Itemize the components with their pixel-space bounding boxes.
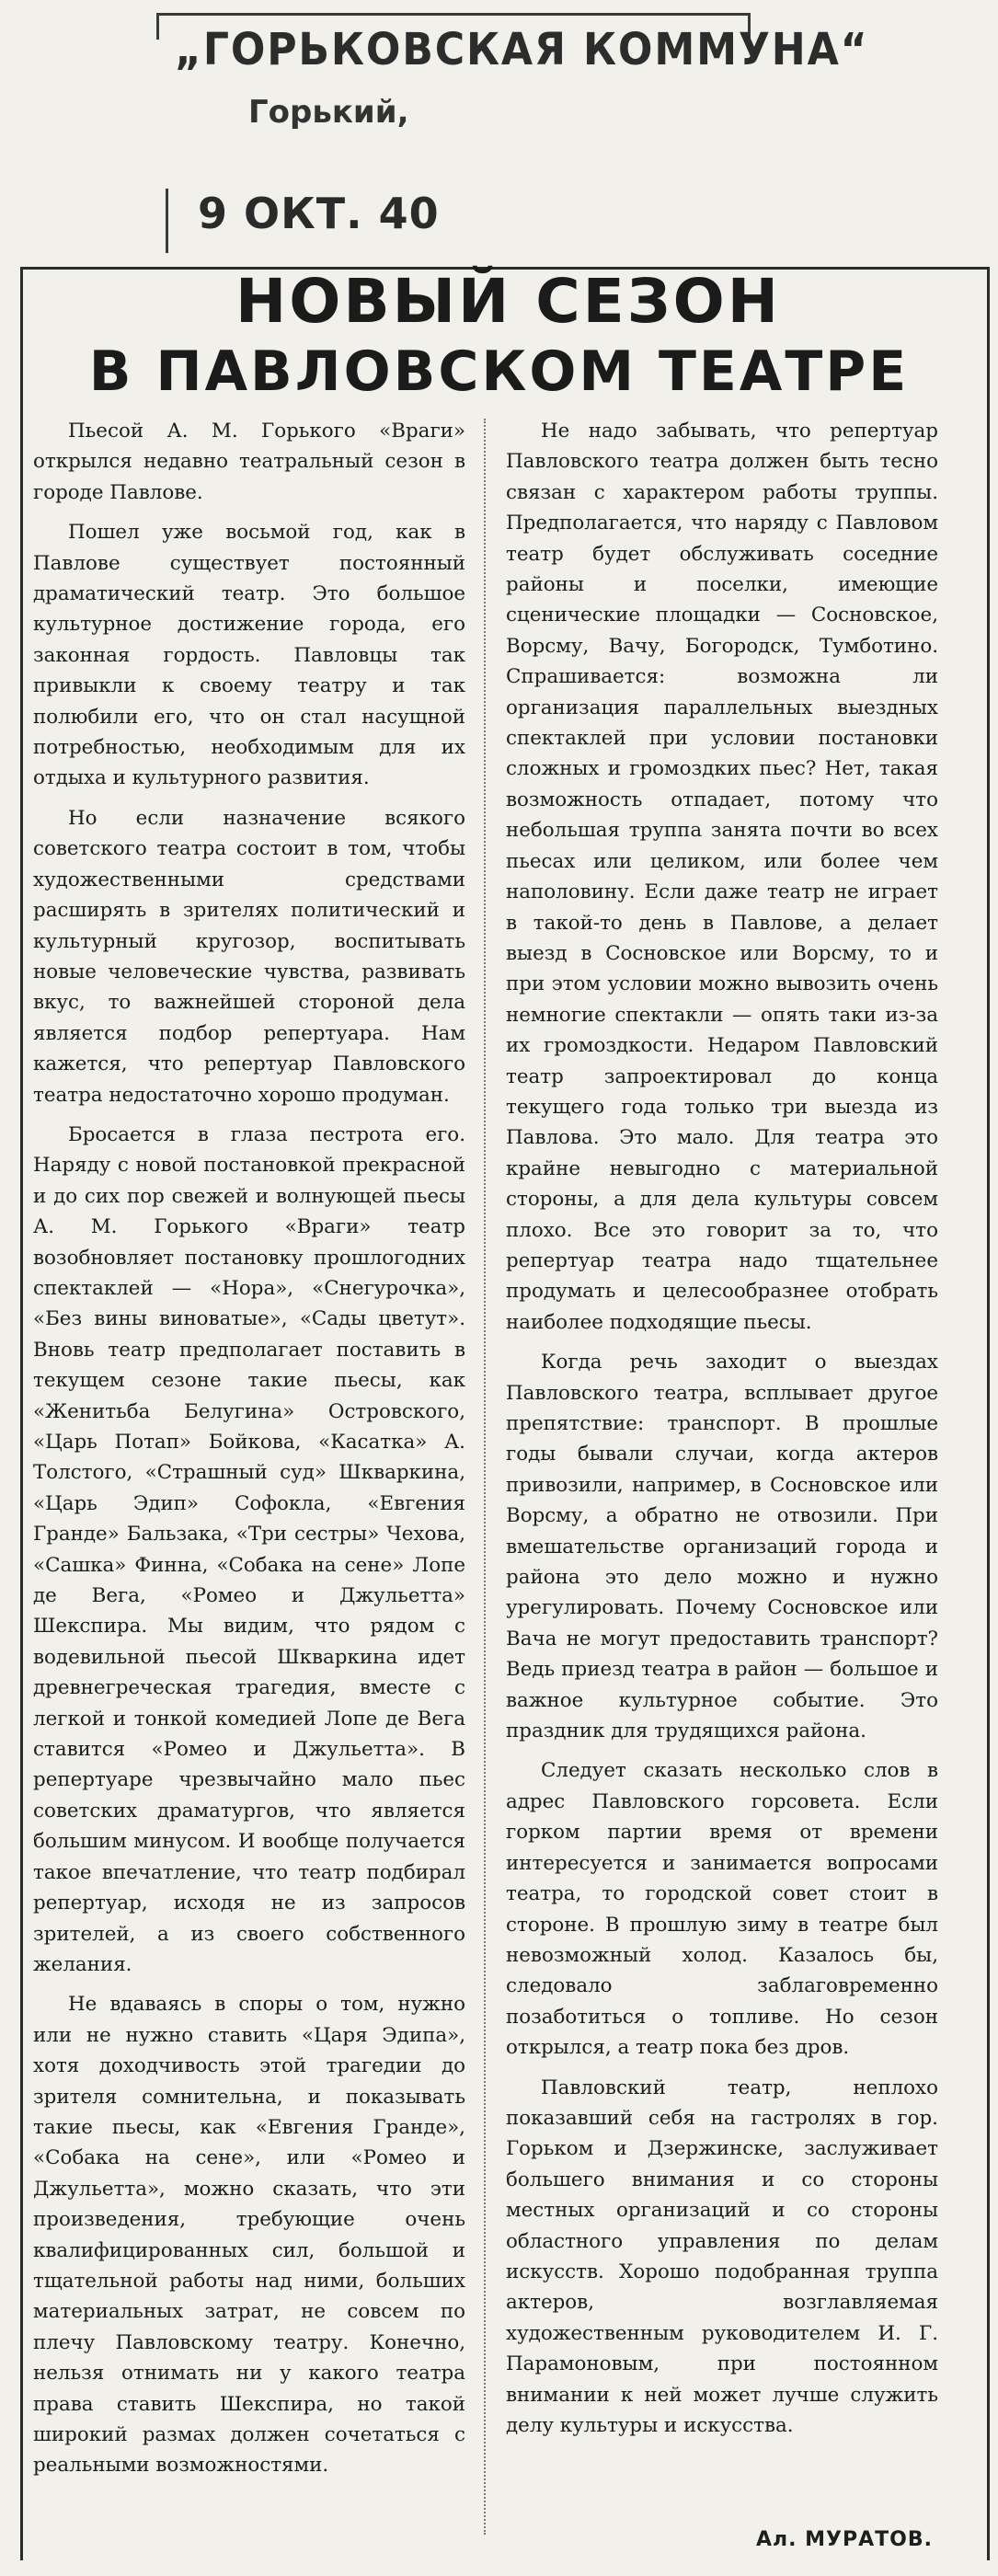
paragraph: Когда речь заходит о выездах Павловского театра, всплывает другое препятствие: транспорт. В прошлые годы бывали случаи, когда актеров привозили, например, в Сосновское или Ворсму, а обратно не отвозили. При вмешательстве организаций города и района это дело можно и нужно урегулировать. Почему Сосновское или Вача не могут предоставить транспорт? Ведь приезд театра в район — большое и важное культурное событие. Это праздник для трудящихся района. (506, 1351, 938, 1743)
stamp-newspaper-name: „ГОРЬКОВСКАЯ КОММУНА“ (175, 24, 869, 75)
paragraph: Павловский театр, неплохо показавший себя на гастролях в гор. Горьком и Дзержинске, заслуживает большего внимания и со стороны местных организаций и со стороны областного управления по делам искусств. Хорошо подобранная труппа актеров, возглавляемая художественным руководителем И. Г. Парамоновым, при постоянном внимании к ней может лучше служить делу культуры и искусства. (506, 2076, 938, 2437)
article-column-left (33, 416, 465, 2490)
paragraph: Но если назначение всякого советского театра состоит в том, чтобы художественными средствами расширять в зрителях политический и культурный кругозор, воспитывать новые человеческие чувства, развивать вкус, то важнейшей стороной дела является подбор репертуара. Нам кажется, что репертуар Павловского театра недостаточно хорошо продуман. (33, 806, 465, 1107)
stamp-city: Горький, (248, 94, 409, 131)
paragraph: Бросается в глаза пестрота его. Наряду с новой постановкой прекрасной и до сих пор свежей и волнующей пьесы А. М. Горького «Враги» театр возобновляет постановку прошлогодних спектаклей — «Нора», «Снегурочка», «Без вины виноватые», «Сады цветут». Вновь театр предполагает поставить в текущем сезоне такие пьесы, как «Женитьба Белугина» Островского, «Царь Потап» Бойкова, «Касатка» А. Толстого, «Страшный суд» Шкваркина, «Царь Эдип» Софокла, «Евгения Гранде» Бальзака, «Три сестры» Чехова, «Сашка» Финна, «Собака на сене» Лопе де Вега, «Ромео и Джульетта» Шекспира. Мы видим, что рядом с водевильной пьесой Шкваркина идет древнегреческая трагедия, вместе с легкой и тонкой комедией Лопе де Вега ставится «Ромео и Джульетта». В репертуаре чрезвычайно мало пьес советских драматургов, что является большим минусом. И вообще получается такое впечатление, что театр подбирал репертуар, исходя не из запросов зрителей, а из своего собственного желания. (33, 1122, 465, 1976)
article-column-right (506, 416, 938, 2450)
stamp-date: 9 ОКТ. 40 (198, 189, 440, 238)
paragraph: Не надо забывать, что репертуар Павловского театра должен быть тесно связан с характером работы труппы. Предполагается, что наряду с Павловом театр будет обслуживать соседние районы и поселки, имеющие сценические площадки — Сосновское, Ворсму, Вачу, Богородск, Тумботино. Спрашивается: возможна ли организация параллельных выездных спектаклей при условии постановки сложных и громоздких пьес? Нет, такая возможность отпадает, потому что небольшая труппа занята почти во всех пьесах или целиком, или более чем наполовину. Если даже театр не играет в такой-то день в Павлове, а делает выезд в Сосновское или Ворсму, то и при этом условии можно вывозить очень немногие спектакли — опять таки из-за их громоздкости. Недаром Павловский театр запроектировал до конца текущего года только три выезда из Павлова. Это мало. Для театра это крайне невыгодно с материальной стороны, а для дела культуры совсем плохо. Все это говорит за то, что репертуар театра надо тщательнее продумать и целесообразнее отобрать наиболее подходящие пьесы. (506, 420, 938, 1334)
paragraph: Пьесой А. М. Горького «Враги» открылся недавно театральный сезон в городе Павлове. (33, 420, 465, 504)
paragraph: Следует сказать несколько слов в адрес Павловского горсовета. Если горком партии время от времени интересуется и занимается вопросами театра, то городской совет стоит в стороне. В прошлую зиму в театре был невозможный холод. Казалось бы, следовало заблаговременно позаботиться о топливе. Но сезон открылся, а театр пока без дров. (506, 1759, 938, 2060)
column-divider (484, 419, 486, 2535)
author-signature: Ал. МУРАТОВ. (756, 2528, 933, 2551)
article-headline (0, 267, 998, 407)
paragraph: Пошел уже восьмой год, как в Павлове существует постоянный драматический театр. Это большое культурное достижение города, его законная гордость. Павловцы так привыкли к своему театру и так полюбили его, что он стал насущной потребностью, необходимым для их отдыха и культурного развития. (33, 521, 465, 790)
headline-line-1: НОВЫЙ СЕЗОН (235, 266, 781, 337)
headline-line-2: В ПАВЛОВСКОМ ТЕАТРЕ (88, 339, 910, 404)
paragraph: Не вдаваясь в споры о том, нужно или не нужно ставить «Царя Эдипа», хотя доходчивость этой трагедии до зрителя сомнительна, и показывать такие пьесы, как «Евгения Гранде», «Собака на сене», или «Ромео и Джульетта», можно сказать, что эти произведения, требующие очень квалифицированных сил, большой и тщательной работы над ними, больших материальных затрат, не совсем по плечу Павловскому театру. Конечно, нельзя отнимать ни у какого театра права ставить Шекспира, но такой широкий размах должен сочетаться с реальными возможностями. (33, 1993, 465, 2478)
